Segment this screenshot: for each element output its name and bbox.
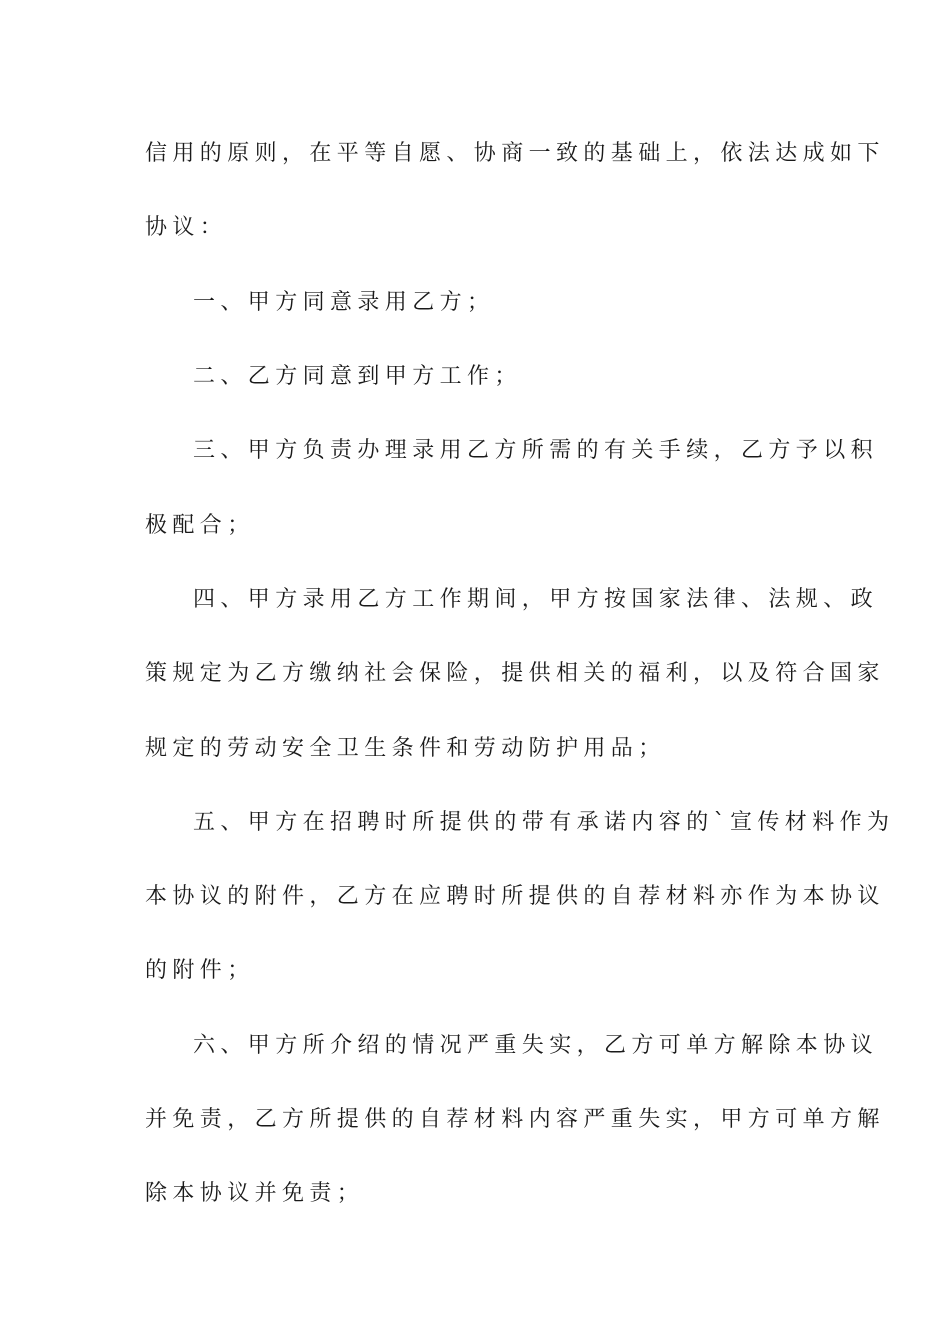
clause-five: 五、甲方在招聘时所提供的带有承诺内容的`宣传材料作为 bbox=[193, 810, 895, 835]
text-line: 的附件； bbox=[145, 958, 255, 983]
text-line: 本协议的附件，乙方在应聘时所提供的自荐材料亦作为本协议 bbox=[145, 884, 885, 909]
text-line: 除本协议并免责； bbox=[145, 1181, 365, 1206]
clause-three: 三、甲方负责办理录用乙方所需的有关手续，乙方予以积 bbox=[193, 438, 879, 463]
clause-two: 二、乙方同意到甲方工作； bbox=[193, 364, 522, 389]
text-line: 策规定为乙方缴纳社会保险，提供相关的福利，以及符合国家 bbox=[145, 661, 885, 686]
clause-six: 六、甲方所介绍的情况严重失实，乙方可单方解除本协议 bbox=[193, 1033, 879, 1058]
text-line: 并免责，乙方所提供的自荐材料内容严重失实，甲方可单方解 bbox=[145, 1107, 885, 1132]
clause-four: 四、甲方录用乙方工作期间，甲方按国家法律、法规、政 bbox=[193, 587, 879, 612]
clause-one: 一、甲方同意录用乙方； bbox=[193, 290, 495, 315]
text-line: 信用的原则，在平等自愿、协商一致的基础上，依法达成如下 bbox=[145, 141, 885, 166]
text-line: 协议： bbox=[145, 215, 228, 240]
text-line: 规定的劳动安全卫生条件和劳动防护用品； bbox=[145, 736, 666, 761]
text-line: 极配合； bbox=[145, 513, 255, 538]
